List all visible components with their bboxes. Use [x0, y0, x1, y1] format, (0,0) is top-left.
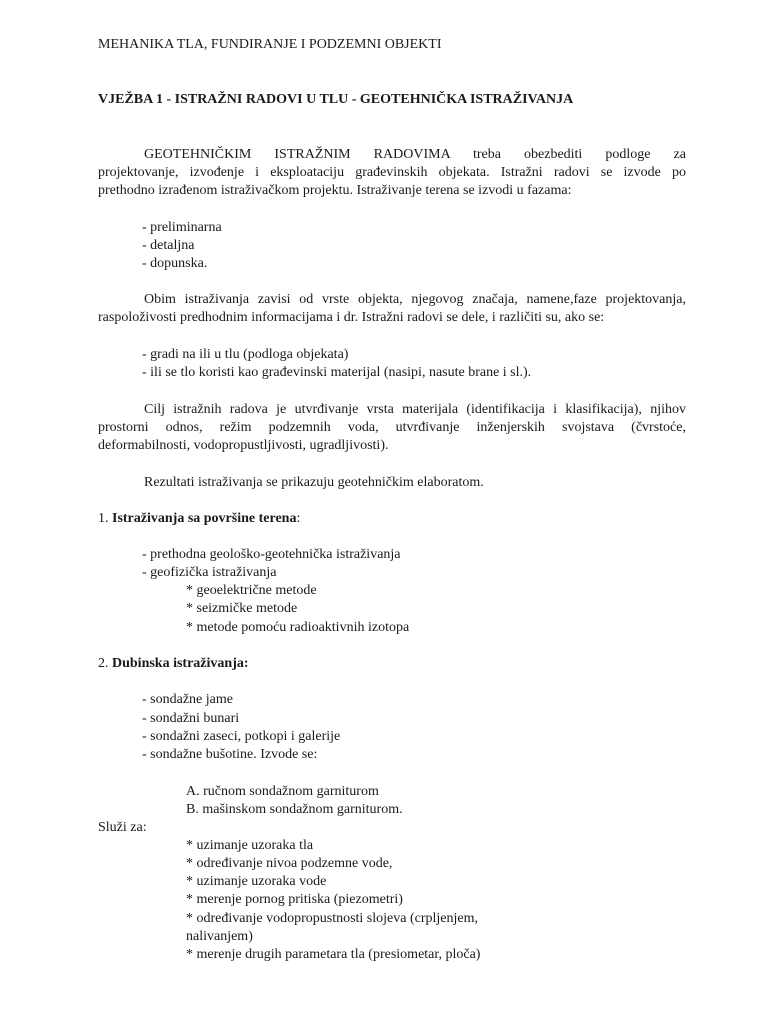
use-item: * uzimanje uzoraka tla [186, 838, 314, 853]
use-item: * određivanje nivoa podzemne vode, [186, 856, 393, 871]
section-1-number: 1. [98, 511, 112, 526]
section-2-number: 2. [98, 656, 112, 671]
phase-item: - preliminarna [142, 220, 222, 235]
section-1-subitem: * seizmičke metode [186, 601, 298, 616]
scope-line-1: Obim istraživanja zavisi od vrste objekta, njegovog značaja, namene,faze projektovanja, [144, 292, 686, 307]
uses-label: Služi za: [98, 820, 147, 835]
intro-line-3: prethodno izrađenom istraživačkom projektu. Istraživanje terena se izvodi u fazama: [98, 183, 572, 198]
exercise-title: VJEŽBA 1 - ISTRAŽNI RADOVI U TLU - GEOTEHNIČKA ISTRAŽIVANJA [98, 92, 574, 107]
scope-item: - gradi na ili u tlu (podloga objekata) [142, 347, 349, 362]
section-1-subitem: * metode pomoću radioaktivnih izotopa [186, 620, 410, 635]
section-1-heading [98, 510, 300, 528]
section-1-item: - geofizička istraživanja [142, 565, 277, 580]
section-2-item: - sondažni bunari [142, 711, 240, 726]
intro-line-2: projektovanje, izvođenje i eksploataciju građevinskih objekata. Istražni radovi se izvode po [98, 165, 686, 180]
phase-item: - dopunska. [142, 256, 208, 271]
section-2-item: - sondažne jame [142, 692, 233, 707]
drilling-method: B. mašinskom sondažnom garniturom. [186, 802, 403, 817]
section-1-suffix: : [296, 511, 301, 526]
intro-line-1: GEOTEHNIČKIM ISTRAŽNIM RADOVIMA treba obezbediti podloge za [144, 147, 686, 162]
section-1-subitem: * geoelektrične metode [186, 583, 317, 598]
scope-item: - ili se tlo koristi kao građevinski materijal (nasipi, nasute brane i sl.). [142, 365, 532, 380]
use-item: * merenje pornog pritiska (piezometri) [186, 892, 403, 907]
goal-line-1: Cilj istražnih radova je utvrđivanje vrsta materijala (identifikacija i klasifikacija), njihov [144, 402, 686, 417]
section-2-title: Dubinska istraživanja: [112, 656, 249, 671]
results-text: Rezultati istraživanja se prikazuju geotehničkim elaboratom. [144, 475, 484, 490]
goal-line-3: deformabilnosti, vodopropustljivosti, ugradljivosti). [98, 438, 389, 453]
use-item: * određivanje vodopropustnosti slojeva (crpljenjem, [186, 911, 478, 926]
section-2-item: - sondažni zaseci, potkopi i galerije [142, 729, 341, 744]
goal-line-2: prostorni odnos, režim podzemnih voda, utvrđivanje inženjerskih svojstava (čvrstoće, [98, 420, 686, 435]
section-1-item: - prethodna geološko-geotehnička istraživanja [142, 547, 401, 562]
use-item: * uzimanje uzoraka vode [186, 874, 327, 889]
document-header: MEHANIKA TLA, FUNDIRANJE I PODZEMNI OBJEKTI [98, 37, 442, 52]
section-2-item: - sondažne bušotine. Izvode se: [142, 747, 318, 762]
section-1-title: Istraživanja sa površine terena [112, 511, 297, 526]
phase-item: - detaljna [142, 238, 195, 253]
scope-line-2: raspoloživosti predhodnim informacijama i dr. Istražni radovi se dele, i različiti su, ako se: [98, 310, 605, 325]
use-item-continuation: nalivanjem) [186, 929, 253, 944]
section-2-heading [98, 655, 249, 673]
use-item: * merenje drugih parametara tla (presiometar, ploča) [186, 947, 481, 962]
drilling-method: A. ručnom sondažnom garniturom [186, 784, 379, 799]
